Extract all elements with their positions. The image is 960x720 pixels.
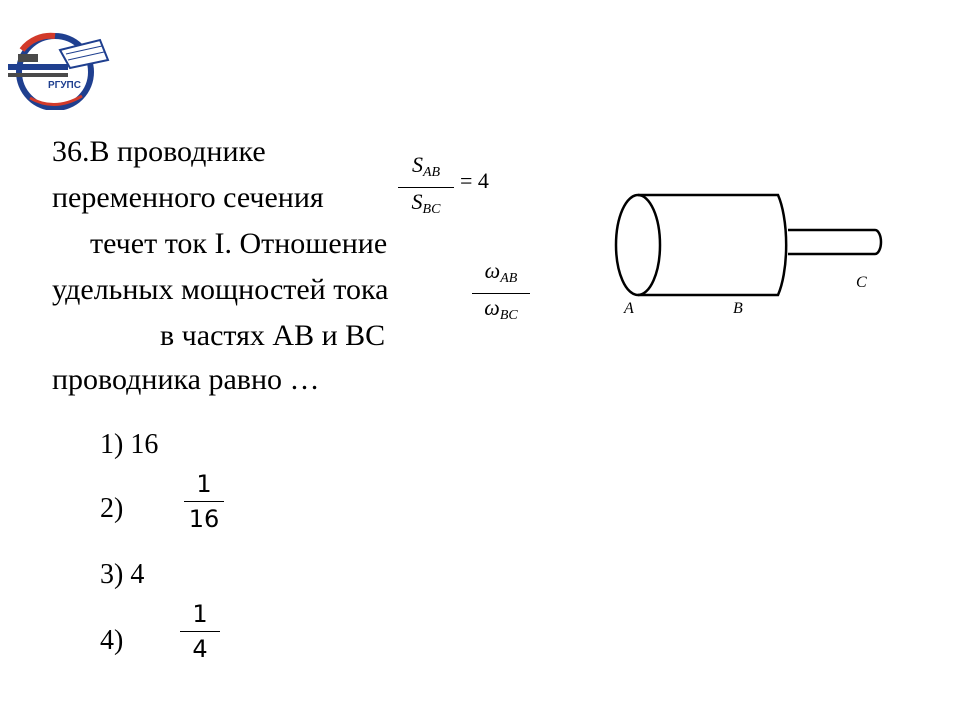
answer-4-fraction: 1 4 — [180, 600, 220, 663]
area-ratio-fraction: $S_{AB}$ $S_{BC}$ — [398, 152, 454, 223]
answer-1: 1) 16 — [100, 429, 159, 460]
label-a: A — [624, 300, 634, 317]
question-line-2: переменного сечения — [52, 181, 324, 214]
university-logo — [0, 20, 120, 110]
label-c: C — [856, 274, 867, 291]
area-ratio-value: = 4 — [460, 168, 489, 193]
question-line-5: в частях АВ и ВС — [160, 319, 386, 352]
answer-2-fraction: 1 16 — [184, 470, 224, 533]
question-line-3: течет ток I. Отношение — [90, 227, 388, 260]
question-line-6: проводника равно … — [52, 363, 320, 396]
logo-text: РГУПС — [48, 80, 81, 91]
conductor-diagram — [600, 180, 900, 320]
answer-4-label: 4) — [100, 625, 124, 656]
label-b: B — [733, 300, 743, 317]
question-line-4: удельных мощностей тока — [52, 273, 389, 306]
answer-3: 3) 4 — [100, 559, 145, 590]
question-line-1: 36.В проводнике — [52, 135, 266, 168]
power-ratio-fraction: $\omega_{AB}$ $\omega_{BC}$ — [472, 258, 530, 329]
answer-2-label: 2) — [100, 493, 124, 524]
